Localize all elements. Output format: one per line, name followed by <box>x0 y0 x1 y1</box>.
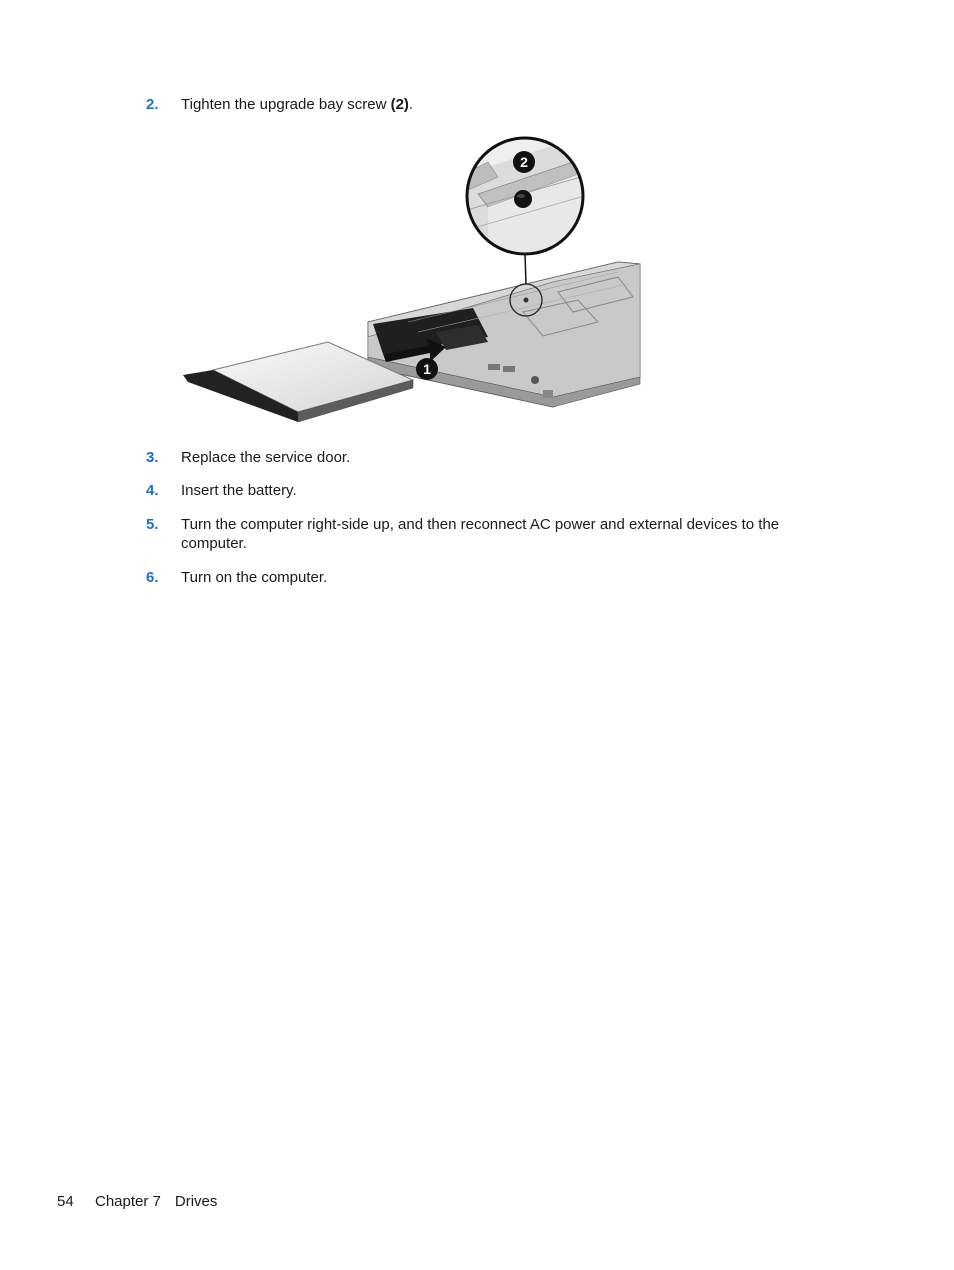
step-text: Turn the computer right-side up, and then reconnect AC power and external devices to the computer. <box>181 516 780 552</box>
page-footer <box>57 1192 217 1211</box>
chapter-label: Chapter 7 <box>95 1193 161 1210</box>
step-text: Insert the battery. <box>181 482 297 499</box>
upgrade-bay-illustration <box>178 132 643 430</box>
step-number: 3. <box>146 449 159 466</box>
page-number: 54 <box>57 1193 74 1210</box>
callout-reference: (2) <box>390 96 409 113</box>
callout-1-badge <box>416 358 438 380</box>
step-number: 4. <box>146 482 159 499</box>
callout-2-badge <box>513 151 535 173</box>
step-text: Turn on the computer. <box>181 569 328 586</box>
section-label: Drives <box>174 1193 218 1210</box>
callout-1-label: 1 <box>423 361 431 377</box>
callout-2-label: 2 <box>520 154 528 170</box>
leader-line <box>525 254 526 284</box>
step-number: 5. <box>146 516 159 533</box>
step-number: 2. <box>146 96 159 113</box>
step-text: Tighten the upgrade bay screw (2). <box>181 96 414 113</box>
step-text: Replace the service door. <box>181 449 351 466</box>
step-number: 6. <box>146 569 159 586</box>
